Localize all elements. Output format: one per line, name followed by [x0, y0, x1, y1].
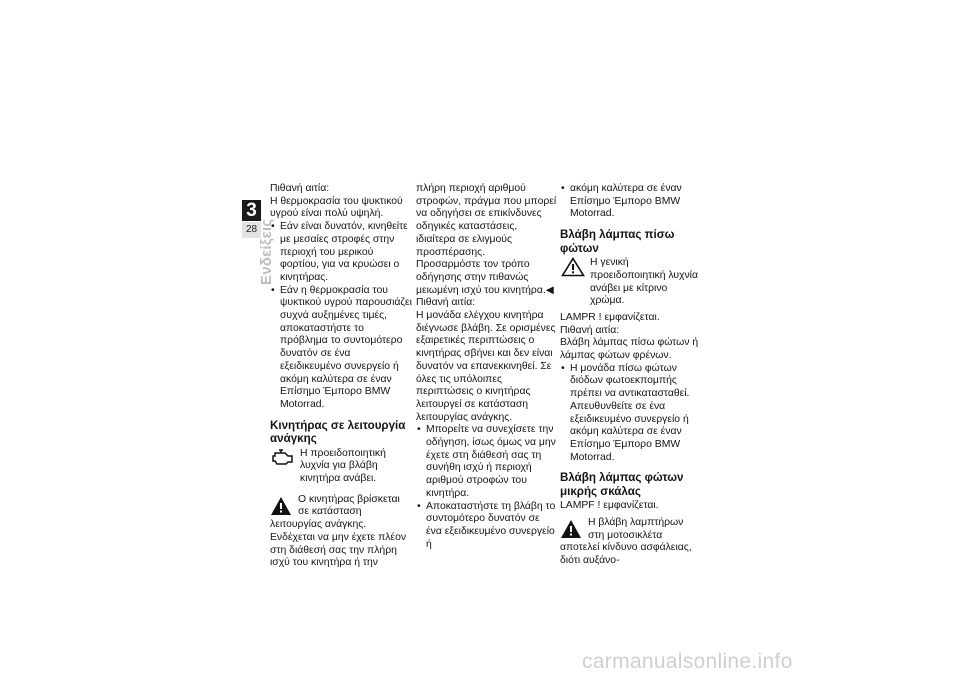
warning-triangle-outline-icon	[560, 257, 586, 277]
cause-text: Η μονάδα ελέγχου κινητήρα διέγνωσε βλάβη. Σε ορισμένες εξαιρετικές περιπτώσεις ο κινητήρας σβήνει και δεν είναι δυνατόν να επανεκκινηθεί. Σε όλες τις υπόλοιπες περιπτώσεις ο κινητήρας λειτουργεί σε κατάσταση λειτουργίας ανάγκης.	[416, 310, 556, 423]
bullet-item: • Η μονάδα πίσω φώτων διόδων φωτοεκπομπής πρέπει να αντικατασταθεί. Απευθυνθείτε σε ένα εξειδικευμένο συνεργείο ή ακόμη καλύτερα σε έναν Επίσημο Έμπορο BMW Motorrad.	[560, 363, 702, 465]
engine-warning-row	[270, 448, 412, 486]
lampf-text: LAMPF ! εμφανίζεται.	[560, 500, 659, 512]
warning-triangle-icon	[560, 519, 582, 539]
engine-warning-icon	[270, 448, 296, 466]
section-heading-tail-light: Βλάβη λάμπας πίσω φώτων	[560, 228, 675, 255]
section-heading-parking-light: Βλάβη λάμπας φώτων μικρής σκάλας	[560, 471, 684, 498]
chapter-number: 3	[242, 200, 261, 221]
column-2	[416, 183, 558, 551]
cause-text: Βλάβη λάμπας πίσω φώτων ή λάμπας φώτων φρένων.	[560, 337, 699, 362]
cause-text: Η θερμοκρασία του ψυκτικού υγρού είναι πολύ υψηλή.	[270, 195, 403, 220]
lampr-text: LAMPR ! εμφανίζεται.	[560, 311, 660, 323]
bullet-item: • Εάν είναι δυνατόν, κινηθείτε με μεσαίες στροφές στην περιοχή του μερικού φορτίου, για να κρυώσει ο κινητήρας.	[270, 221, 412, 285]
cause-label: Πιθανή αιτία:	[560, 324, 620, 336]
bullet-item: • Μπορείτε να συνεχίσετε την οδήγηση, ίσως όμως να μην έχετε στη διάθεσή σας τη συνήθη ισχύ ή περιοχή αριθμού στροφών του κινητήρα.	[416, 424, 558, 500]
continued-bullet-text	[560, 183, 702, 221]
continued-text: πλήρη περιοχή αριθμού στροφών, πράγμα που μπορεί να οδηγήσει σε επικίνδυνες οδηγικές καταστάσεις, ιδιαίτερα σε ελιγμούς προσπέρασης.	[416, 183, 557, 258]
page-number: 28	[242, 222, 261, 238]
engine-light-text: Η προειδοποιητική λυχνία για βλάβη κινητήρα ανάβει.	[300, 447, 386, 485]
continued-text: ακόμη καλύτερα σε έναν Επίσημο Έμπορο BMW Motorrad.	[570, 183, 682, 220]
warning-triangle-icon	[270, 496, 292, 516]
column-3	[560, 183, 702, 568]
section-heading-emergency-mode: Κινητήρας σε λειτουργία ανάγκης	[270, 418, 406, 446]
column-1	[270, 183, 412, 570]
bullet-item: • Αποκαταστήστε τη βλάβη το συντομότερο δυνατόν σε ένα εξειδικευμένο συνεργείο ή	[416, 501, 558, 552]
general-warning-row	[560, 257, 702, 308]
warning-text: Η βλάβη λαμπτήρων στη μοτοσικλέτα αποτελεί κίνδυνο ασφάλειας, διότι αυξάνο-	[560, 517, 692, 567]
bullet-item: • Εάν η θερμοκρασία του ψυκτικού υγρού παρουσιάζει συχνά αυξημένες τιμές, αποκαταστήστε το πρόβλημα το συντομότερο δυνατόν σε ένα εξειδικευμένο συνεργείο ή ακόμη καλύτερα σε έναν Επίσημο Έμπορο BMW Motorrad.	[270, 285, 412, 412]
adjust-text: Προσαρμόστε τον τρόπο οδήγησης στην πιθανώς μειωμένη ισχύ του κινητήρα.◀	[416, 259, 554, 296]
watermark: carmanualsonline.info	[582, 650, 793, 673]
cause-label: Πιθανή αιτία:	[270, 183, 330, 194]
general-light-text: Η γενική προειδοποιητική λυχνία ανάβει με κίτρινο χρώμα.	[590, 257, 698, 307]
chapter-title: Ενδείξεις	[258, 218, 275, 285]
cause-label: Πιθανή αιτία:	[416, 297, 476, 309]
warning-text: Ο κινητήρας βρίσκεται σε κατάσταση λειτουργίας ανάγκης. Ενδέχεται να μην έχετε πλέον στη διάθεσή σας την πλήρη ισχύ του κινητήρα ή την	[270, 493, 407, 569]
